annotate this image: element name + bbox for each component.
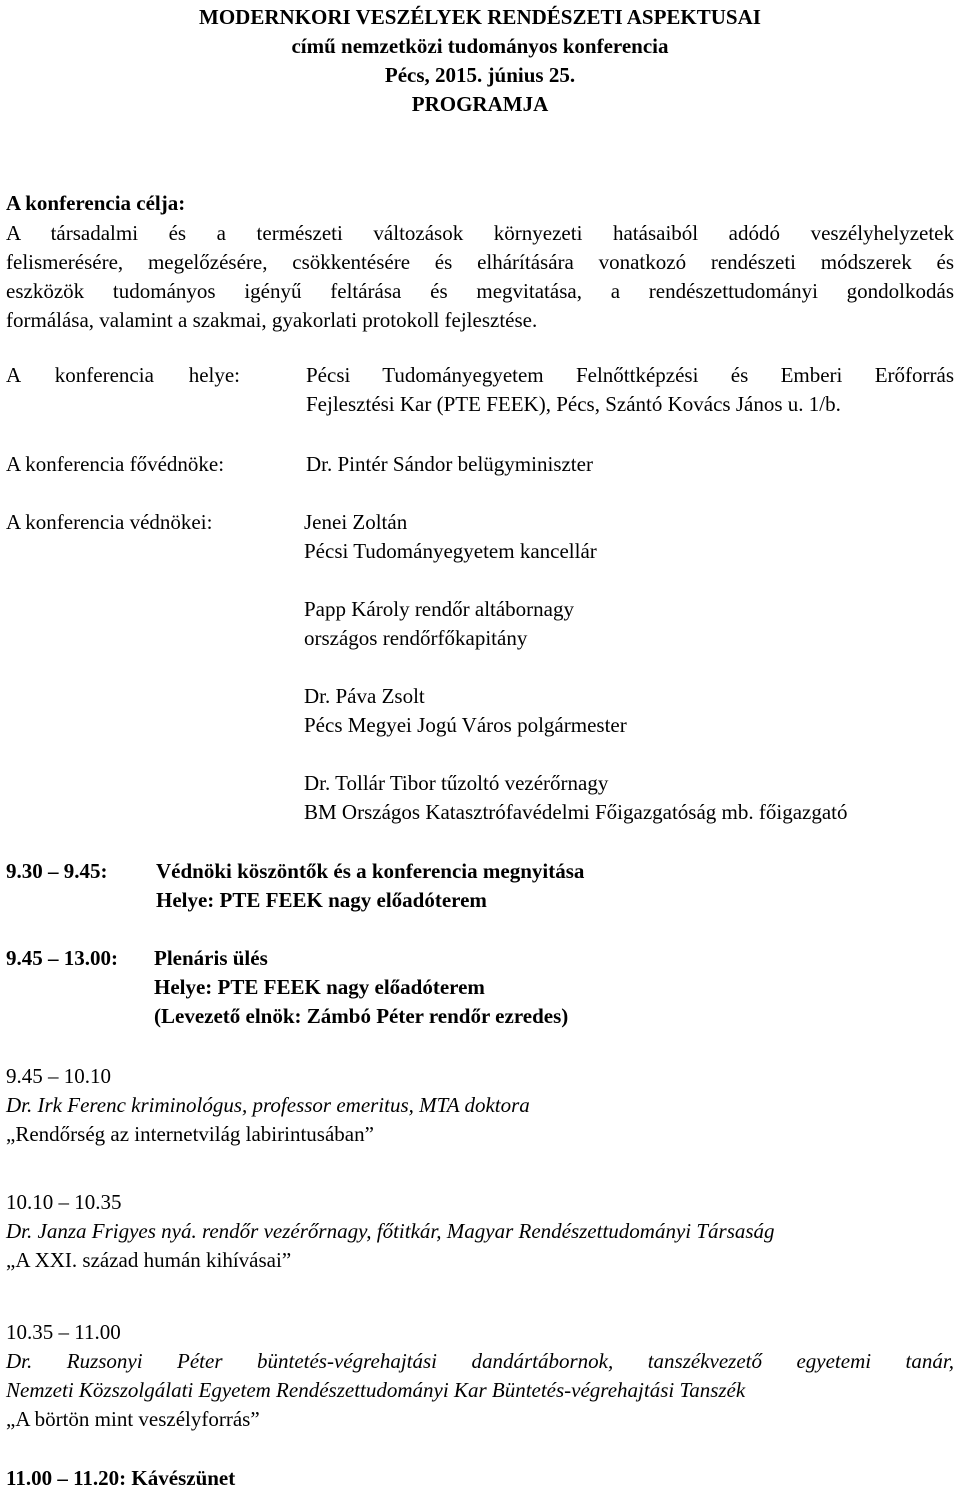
patron-label: A konferencia fővédnöke: (6, 452, 225, 476)
plenary-time: 9.45 – 13.00: (6, 946, 118, 970)
opening-place: Helye: PTE FEEK nagy előadóterem (156, 888, 487, 912)
plenary-title: Plenáris ülés (154, 946, 268, 970)
patron-name: Papp Károly rendőr altábornagy (304, 597, 574, 621)
program-heading: PROGRAMJA (411, 92, 549, 116)
talk-speaker-line-2: Nemzeti Közszolgálati Egyetem Rendészettudományi Kar Büntetés-végrehajtási Tanszék (6, 1378, 746, 1402)
goal-heading: A konferencia célja: (6, 191, 186, 215)
talk-speaker: Dr. Janza Frigyes nyá. rendőr vezérőrnagy, főtitkár, Magyar Rendészettudományi Társaság (6, 1219, 775, 1243)
patron-name: Jenei Zoltán (304, 510, 408, 534)
talk-title: „Rendőrség az internetvilág labirintusában” (6, 1122, 374, 1146)
patron-role: Pécsi Tudományegyetem kancellár (304, 539, 597, 563)
patron-name: Dr. Tollár Tibor tűzoltó vezérőrnagy (304, 771, 609, 795)
talk-time: 9.45 – 10.10 (6, 1064, 111, 1088)
talk-title: „A börtön mint veszélyforrás” (6, 1407, 260, 1431)
venue-label: A konferencia helye: (6, 363, 240, 387)
patron-value: Dr. Pintér Sándor belügyminiszter (306, 452, 593, 476)
goal-line-1: A társadalmi és a természeti változások környezeti hatásaiból adódó veszélyhelyzetek (6, 221, 954, 245)
goal-line-4: formálása, valamint a szakmai, gyakorlati protokoll fejlesztése. (6, 308, 538, 332)
conference-subtitle: című nemzetközi tudományos konferencia (291, 34, 669, 58)
patron-role: BM Országos Katasztrófavédelmi Főigazgatóság mb. főigazgató (304, 800, 848, 824)
patron-role: országos rendőrfőkapitány (304, 626, 528, 650)
venue-line-1: Pécsi Tudományegyetem Felnőttképzési és Emberi Erőforrás (306, 363, 954, 387)
patron-name: Dr. Páva Zsolt (304, 684, 425, 708)
patron-role: Pécs Megyei Jogú Város polgármester (304, 713, 627, 737)
coffee-break: 11.00 – 11.20: Kávészünet (6, 1466, 236, 1490)
conference-title: MODERNKORI VESZÉLYEK RENDÉSZETI ASPEKTUSAI (199, 5, 761, 29)
talk-time: 10.35 – 11.00 (6, 1320, 121, 1344)
talk-speaker-line-1: Dr. Ruzsonyi Péter büntetés-végrehajtási dandártábornok, tanszékvezető egyetemi tanár, (6, 1349, 954, 1373)
opening-time: 9.30 – 9.45: (6, 859, 108, 883)
venue-line-2: Fejlesztési Kar (PTE FEEK), Pécs, Szántó Kovács János u. 1/b. (306, 392, 841, 416)
talk-title: „A XXI. század humán kihívásai” (6, 1248, 292, 1272)
plenary-chair: (Levezető elnök: Zámbó Péter rendőr ezredes) (154, 1004, 569, 1028)
goal-line-3: eszközök tudományos igényű feltárása és megvitatása, a rendészettudományi gondolkodás (6, 279, 954, 303)
talk-time: 10.10 – 10.35 (6, 1190, 122, 1214)
opening-title: Védnöki köszöntők és a konferencia megnyitása (156, 859, 585, 883)
talk-speaker: Dr. Irk Ferenc kriminológus, professor emeritus, MTA doktora (6, 1093, 530, 1117)
goal-line-2: felismerésére, megelőzésére, csökkentésére és elhárítására vonatkozó rendészeti módszerek és (6, 250, 954, 274)
patrons-label: A konferencia védnökei: (6, 510, 213, 534)
plenary-place: Helye: PTE FEEK nagy előadóterem (154, 975, 485, 999)
place-date: Pécs, 2015. június 25. (384, 63, 576, 87)
